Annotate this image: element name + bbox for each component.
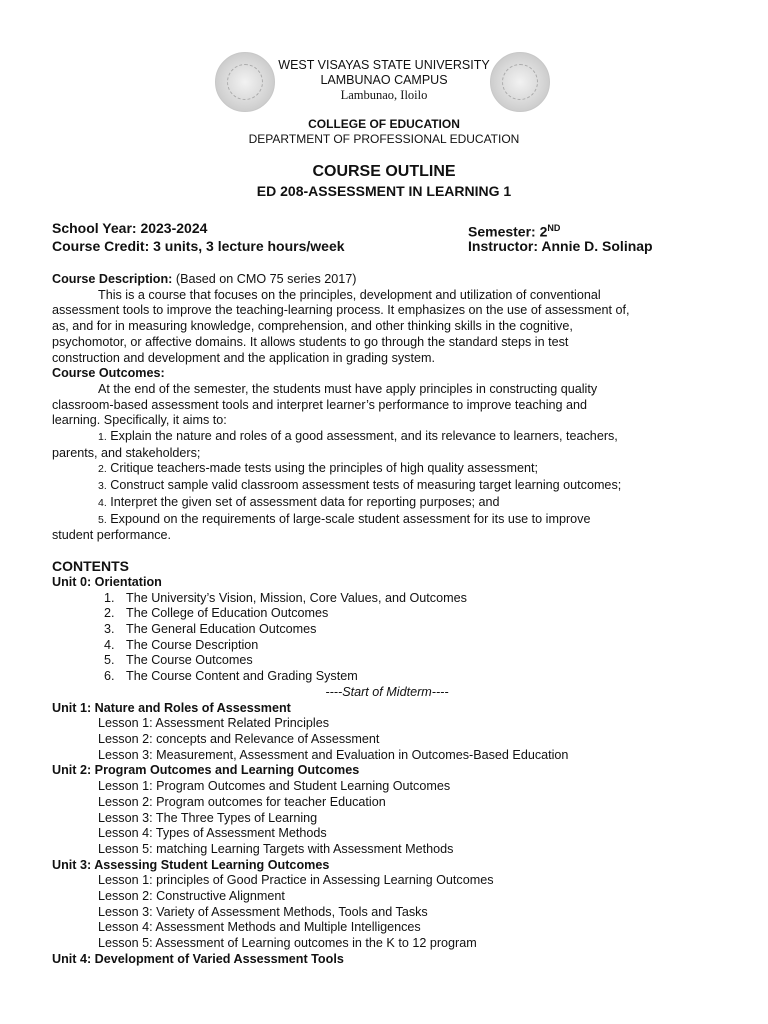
title-main: COURSE OUTLINE [312,163,456,180]
description-line: This is a course that focuses on the principles, development and utilization of conventional [98,287,601,302]
lesson-item: Lesson 3: The Three Types of Learning [98,810,318,825]
course-outcomes-list [52,429,722,544]
orientation-item-text: The Course Content and Grading System [126,669,358,684]
description-line: assessment tools to improve the teaching-learning process. It emphasizes on the use of assessment of, [52,303,630,318]
outcome-text: Critique teachers-made tests using the principles of high quality assessment; [110,461,538,476]
course-credit: Course Credit: 3 units, 3 lecture hours/week [52,238,345,254]
orientation-item [52,622,722,638]
description-line: construction and development and the application in grading system. [52,350,435,365]
lesson-item: Lesson 5: matching Learning Targets with Assessment Methods [98,841,454,856]
course-meta [52,219,732,255]
lesson-item: Lesson 2: concepts and Relevance of Assessment [98,731,380,746]
document-body [52,272,722,968]
outcome-text: Construct sample valid classroom assessment tests of measuring target learning outcomes; [110,478,622,493]
outcome-number: 5. [98,513,107,526]
orientation-item [52,653,722,669]
course-description-heading: Course Description: (Based on CMO 75 series 2017) [52,272,357,286]
outcome-text: parents, and stakeholders; [52,445,201,460]
orientation-item-number: 3. [104,622,115,637]
midterm-marker: ----Start of Midterm---- [325,684,449,699]
orientation-item [52,638,722,654]
lesson-item: Lesson 1: Program Outcomes and Student Learning Outcomes [98,779,451,794]
campus-location: Lambunao, Iloilo [340,88,428,102]
lesson-item: Lesson 3: Variety of Assessment Methods, Tools and Tasks [98,904,428,919]
department-name: DEPARTMENT OF PROFESSIONAL EDUCATION [248,132,520,146]
orientation-item-text: The General Education Outcomes [126,622,317,637]
outcome-text: Explain the nature and roles of a good assessment, and its relevance to learners, teachers, [110,429,618,444]
school-year: School Year: 2023-2024 [52,220,208,236]
lesson-item: Lesson 4: Assessment Methods and Multiple Intelligences [98,920,421,935]
outcome-text: Expound on the requirements of large-scale student assessment for its use to improve [110,511,591,526]
outcome-number: 3. [98,480,107,493]
college-name: COLLEGE OF EDUCATION [308,117,460,131]
lesson-item: Lesson 3: Measurement, Assessment and Evaluation in Outcomes-Based Education [98,747,569,762]
outcome-item-line [52,478,722,495]
lesson-item: Lesson 2: Constructive Alignment [98,889,285,904]
orientation-item-number: 6. [104,669,115,684]
orientation-item [52,606,722,622]
description-line: psychomotor, or affective domains. It allows students to go through the standard steps in test [52,334,569,349]
instructor: Instructor: Annie D. Solinap [468,238,653,254]
lesson-item: Lesson 5: Assessment of Learning outcomes in the K to 12 program [98,936,477,951]
course-outcomes-heading: Course Outcomes: [52,366,165,381]
orientation-item [52,669,722,685]
contents-heading: CONTENTS [52,557,129,574]
orientation-item-number: 1. [104,590,115,605]
orientation-item [52,591,722,607]
semester: Semester: 2ND [468,223,561,240]
course-description-text [52,288,722,367]
course-code-title: ED 208-ASSESSMENT IN LEARNING 1 [256,183,512,199]
document-title [0,162,768,200]
outcome-number: 4. [98,496,107,509]
orientation-item-text: The University’s Vision, Mission, Core Values, and Outcomes [126,590,467,605]
unit-0-title: Unit 0: Orientation [52,574,162,589]
outcome-item-line [52,495,722,512]
unit-title: Unit 4: Development of Varied Assessment Tools [52,951,344,966]
outcomes-intro-line: learning. Specifically, it aims to: [52,413,227,428]
unit-title: Unit 1: Nature and Roles of Assessment [52,700,291,715]
outcome-item-line [52,461,722,478]
orientation-item-number: 2. [104,606,115,621]
campus-name: LAMBUNAO CAMPUS [320,73,448,87]
outcome-item-line [52,429,722,446]
university-name: WEST VISAYAS STATE UNIVERSITY [278,58,490,72]
college-block [0,117,768,147]
outcomes-intro-line: At the end of the semester, the students must have apply principles in constructing quality [98,381,598,396]
lesson-item: Lesson 4: Types of Assessment Methods [98,826,327,841]
lesson-item: Lesson 1: principles of Good Practice in Assessing Learning Outcomes [98,873,494,888]
description-line: as, and for in measuring knowledge, comprehension, and other thinking skills in the cognitive, [52,319,573,334]
course-outcomes-intro [52,382,722,429]
outcomes-intro-line: classroom-based assessment tools and interpret learner’s performance to improve teaching and [52,397,588,412]
unit-0-list [52,591,722,685]
orientation-item-text: The College of Education Outcomes [126,606,329,621]
unit-title: Unit 2: Program Outcomes and Learning Outcomes [52,763,360,778]
outcome-text: student performance. [52,528,172,543]
lesson-item: Lesson 1: Assessment Related Principles [98,716,330,731]
outcome-text: Interpret the given set of assessment data for reporting purposes; and [110,494,500,509]
orientation-item-text: The Course Description [126,637,259,652]
orientation-item-number: 5. [104,653,115,668]
outcome-item-line [52,528,722,544]
lesson-item: Lesson 2: Program outcomes for teacher Education [98,794,386,809]
units-list [52,701,722,968]
orientation-item-text: The Course Outcomes [126,653,253,668]
outcome-item-line [52,512,722,529]
outcome-item-line [52,446,722,462]
outcome-number: 1. [98,431,107,444]
outcome-number: 2. [98,463,107,476]
unit-title: Unit 3: Assessing Student Learning Outcomes [52,857,330,872]
orientation-item-number: 4. [104,637,115,652]
letterhead [0,58,768,103]
